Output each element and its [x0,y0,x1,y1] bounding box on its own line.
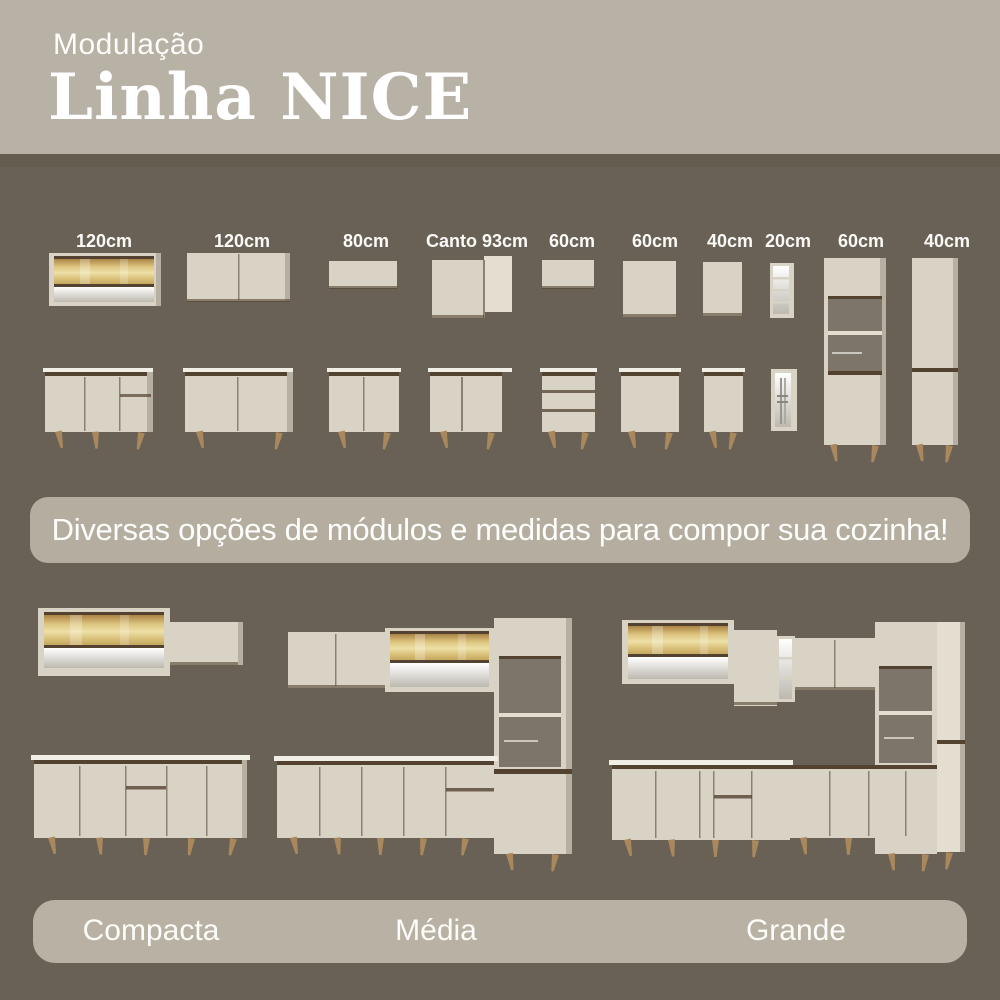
module-40b-tall-pantry [912,258,958,463]
header-kicker: Modulação [53,28,205,61]
module-label-120a: 120cm [75,231,133,251]
module-60c-tall-tower [824,258,886,463]
module-label-60a: 60cm [548,231,596,251]
module-60b-base-counter [619,368,681,450]
module-label-120b: 120cm [213,231,271,251]
size-label-grande: Grande [745,914,847,947]
banner-text: Diversas opções de módulos e medidas para compor sua cozinha! [51,512,949,547]
kitchen-compacta [31,608,250,856]
module-40a-base-counter [702,368,745,450]
module-label-40a: 40cm [706,231,754,251]
page-title: Linha NICE [48,60,473,135]
module-canto93-wall-cabinet [432,256,512,318]
module-80-wall-cabinet [329,261,397,289]
size-label-compacta: Compacta [82,914,220,947]
module-60a-wall-cabinet [542,260,594,289]
size-bar [33,900,967,963]
module-label-20: 20cm [764,231,812,251]
module-120b-base-counter [183,368,293,450]
module-60b-wall-cabinet [623,261,676,317]
module-120a-wall-cabinet [49,253,161,306]
module-canto93-base-counter [428,368,512,450]
size-label-media: Média [395,914,477,947]
module-label-80: 80cm [342,231,390,251]
module-label-40b: 40cm [923,231,971,251]
kitchen-grande [609,620,965,872]
module-80-base-counter [327,368,401,450]
module-120a-base-counter [43,368,153,450]
module-40a-wall-cabinet [703,262,742,316]
module-20-bottle-rack [771,369,797,431]
module-label-canto93: Canto 93cm [425,231,529,251]
module-20-shelf-unit [770,263,794,318]
module-60a-base-drawers [540,368,597,450]
module-label-60b: 60cm [631,231,679,251]
module-label-60c: 60cm [837,231,885,251]
kitchen-media [274,618,572,872]
banner [30,497,970,563]
module-120b-wall-cabinet [187,253,290,302]
